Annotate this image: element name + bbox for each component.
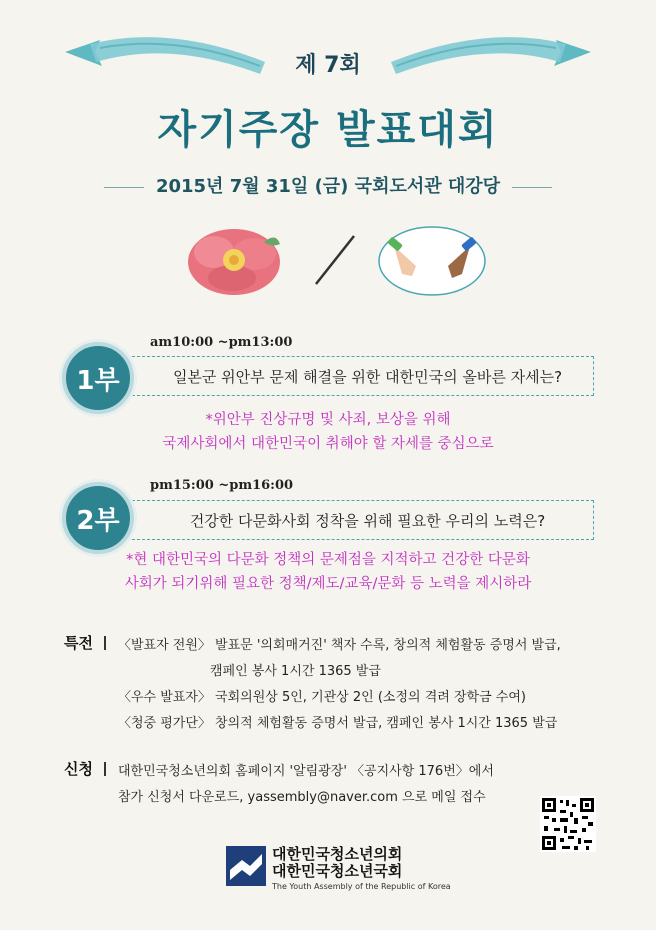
session-2-notes [0, 548, 656, 596]
divider [104, 187, 144, 188]
qr-code-icon[interactable] [540, 796, 596, 852]
edition-label: 제 7회 [295, 53, 361, 78]
session-2-badge: 2부 [62, 482, 134, 554]
date-venue: 2015년 7월 31일 (금) 국회도서관 대강당 [155, 176, 501, 197]
org-english-name: The Youth Assembly of the Republic of Korea [272, 882, 451, 891]
label-bar [104, 762, 106, 776]
page-title: 자기주장 발표대회 [157, 107, 499, 153]
apply-line: 참가 신청서 다운로드, yassembly@naver.com 으로 메일 접수 [118, 790, 486, 805]
session-1-question: 일본군 위안부 문제 해결을 위한 대한민국의 올바른 자세는? [172, 367, 563, 386]
note-line: 국제사회에서 대한민국이 취해야 할 자세를 중심으로 [162, 436, 494, 452]
benefit-line: 〈청중 평가단〉 창의적 체험활동 증명서 발급, 캠페인 봉사 1시간 1365 발급 [118, 716, 558, 731]
session-1-question-box [112, 356, 594, 396]
note-line: *현 대한민국의 다문화 정책의 문제점을 지적하고 건강한 다문화 [126, 552, 530, 568]
slash-icon [310, 232, 360, 288]
benefits-label: 특전 [64, 634, 93, 652]
note-line: *위안부 진상규명 및 사죄, 보상을 위해 [205, 412, 451, 428]
apply-line: 대한민국청소년의회 홈페이지 '알림광장' 〈공지사항 176번〉에서 [118, 764, 494, 779]
divider [512, 187, 552, 188]
session-2-question-box [112, 500, 594, 540]
date-venue-row [0, 172, 656, 198]
session-1-time: am10:00 ~pm13:00 [150, 335, 293, 350]
assembly-logo-icon [226, 846, 266, 886]
org-name [272, 846, 402, 880]
session-2-time: pm15:00 ~pm16:00 [150, 478, 294, 493]
benefit-line: 캠페인 봉사 1시간 1365 발급 [210, 664, 381, 679]
apply-label: 신청 [64, 760, 93, 778]
label-bar [104, 636, 106, 650]
benefit-line: 〈우수 발표자〉 국회의원상 5인, 기관상 2인 (소정의 격려 장학금 수여) [118, 690, 526, 705]
session-1-badge: 1부 [62, 342, 134, 414]
note-line: 사회가 되기위해 필요한 정책/제도/교육/문화 등 노력을 제시하라 [124, 576, 532, 592]
hands-icon [376, 224, 488, 298]
org-name-line: 대한민국청소년국회 [272, 862, 403, 880]
session-1-notes [0, 408, 656, 456]
benefit-line: 〈발표자 전원〉 발표문 '의회매거진' 책자 수록, 창의적 체험활동 증명서 발급, [118, 638, 561, 653]
session-2-question: 건강한 다문화사회 정착을 위해 필요한 우리의 노력은? [189, 511, 546, 530]
org-name-line: 대한민국청소년의회 [272, 845, 403, 863]
flower-icon [184, 222, 284, 298]
